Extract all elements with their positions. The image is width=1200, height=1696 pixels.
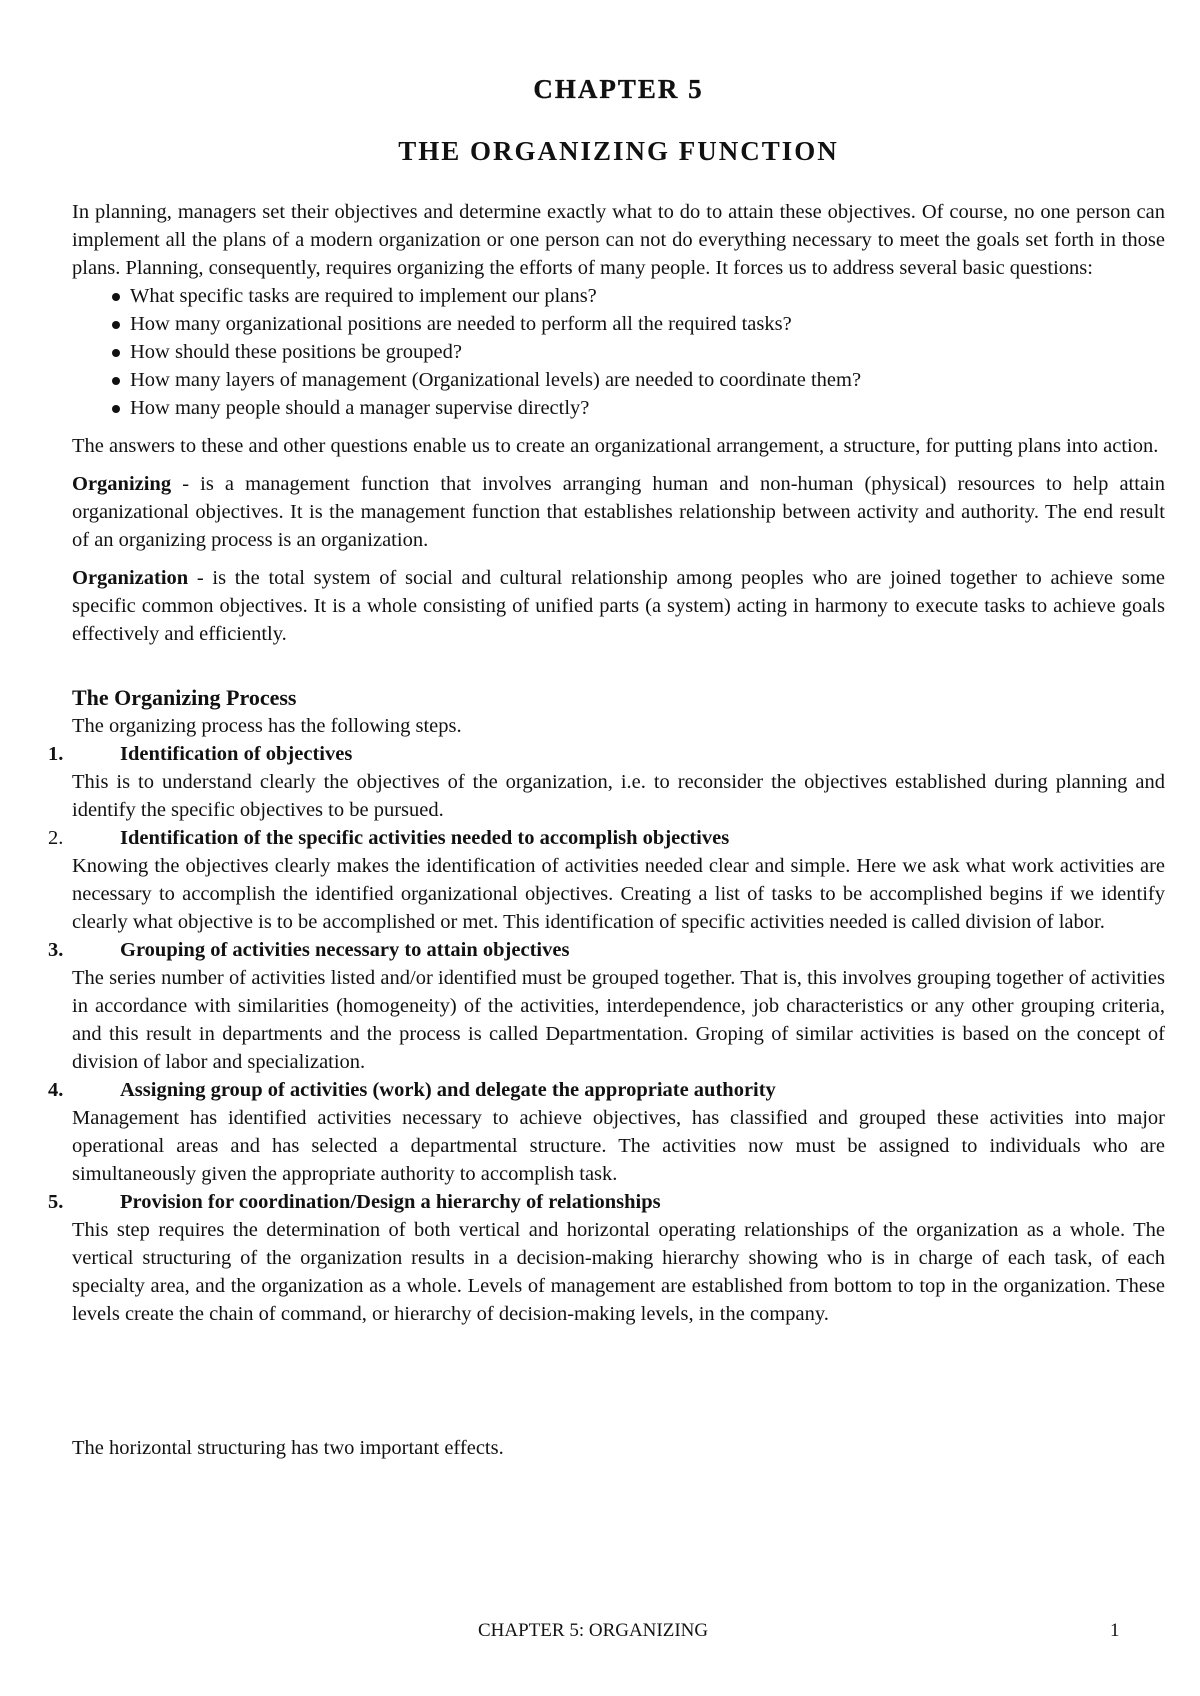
step-number: 2. xyxy=(48,827,64,849)
step-title: Provision for coordination/Design a hierarchy of relationships xyxy=(120,1191,661,1213)
question-item: How many people should a manager supervise directly? xyxy=(110,394,1165,422)
step-text: Management has identified activities necessary to achieve objectives, has classified and grouped these activities into major operational areas and has selected a departmental structure. The activities now must be assigned to individuals who are simultaneously given the appropriate authority to accomplish task. xyxy=(72,1107,1165,1185)
step-title: Identification of objectives xyxy=(120,743,353,765)
step-number: 5. xyxy=(48,1191,64,1213)
step-number: 4. xyxy=(48,1079,64,1101)
definition-term: Organizing xyxy=(72,473,172,495)
step-text: The series number of activities listed and/or identified must be grouped together. That is, this involves grouping together of activities in accordance with similarities (homogeneity) of the activities, interdependence, job characteristics or any other grouping criteria, and this result in departments and the process is called Departmentation. Groping of similar activities is based on the concept of division of labor and specialization. xyxy=(72,967,1165,1073)
definition-organizing xyxy=(72,470,1165,554)
footer-label: CHAPTER 5: ORGANIZING xyxy=(478,1620,709,1641)
chapter-number: CHAPTER 5 xyxy=(533,74,704,104)
definition-organization xyxy=(72,564,1165,648)
step-number: 3. xyxy=(48,939,64,961)
step-heading xyxy=(48,1188,1165,1216)
step-title: Grouping of activities necessary to attain objectives xyxy=(120,939,570,961)
question-list xyxy=(72,282,1165,422)
step-text: This is to understand clearly the objectives of the organization, i.e. to reconsider the objectives established during planning and identify the specific objectives to be pursued. xyxy=(72,771,1165,821)
definition-text: - is the total system of social and cultural relationship among peoples who are joined together to achieve some specific common objectives. It is a whole consisting of unified parts (a system) acting in harmony to execute tasks to achieve goals effectively and efficiently. xyxy=(72,567,1165,645)
closing-line: The horizontal structuring has two important effects. xyxy=(72,1437,504,1459)
document-body xyxy=(48,198,1165,1462)
step-heading xyxy=(48,824,1165,852)
question-item: What specific tasks are required to implement our plans? xyxy=(110,282,1165,310)
question-item: How many organizational positions are needed to perform all the required tasks? xyxy=(110,310,1165,338)
question-item: How should these positions be grouped? xyxy=(110,338,1165,366)
step-title: Identification of the specific activities needed to accomplish objectives xyxy=(120,827,730,849)
step-text: This step requires the determination of both vertical and horizontal operating relationships of the organization as a whole. The vertical structuring of the organization results in a decision-making hierarchy showing who is in charge of each task, of each specialty area, and the organization as a whole. Levels of management are established from bottom to top in the organization. These levels create the chain of command, or hierarchy of decision-making levels, in the company. xyxy=(72,1219,1165,1325)
step-title: Assigning group of activities (work) and delegate the appropriate authority xyxy=(120,1079,776,1101)
definition-text: - is a management function that involves arranging human and non-human (physical) resources to help attain organizational objectives. It is the management function that establishes relationship between activity and authority. The end result of an organizing process is an organization. xyxy=(72,473,1165,551)
definition-term: Organization xyxy=(72,567,189,589)
step-number: 1. xyxy=(48,743,64,765)
intro-paragraph: In planning, managers set their objectives and determine exactly what to do to attain these objectives. Of course, no one person can implement all the plans of a modern organization or one person can not do everything necessary to meet the goals set forth in those plans. Planning, consequently, requires organizing the efforts of many people. It forces us to address several basic questions: xyxy=(72,201,1165,279)
answers-paragraph: The answers to these and other questions enable us to create an organizational arrangement, a structure, for putting plans into action. xyxy=(72,435,1159,457)
step-text: Knowing the objectives clearly makes the identification of activities needed clear and simple. Here we ask what work activities are necessary to accomplish the identified organizational objectives. Creating a list of tasks to be accomplished begins if we identify clearly what objective is to be accomplished or met. This identification of specific activities needed is called division of labor. xyxy=(72,855,1165,933)
question-item: How many layers of management (Organizational levels) are needed to coordinate them? xyxy=(110,366,1165,394)
section-lead: The organizing process has the following steps. xyxy=(72,715,462,737)
step-heading xyxy=(48,740,1165,768)
step-heading xyxy=(48,1076,1165,1104)
section-heading: The Organizing Process xyxy=(72,685,297,710)
page-number: 1 xyxy=(1110,1620,1120,1641)
step-heading xyxy=(48,936,1165,964)
chapter-title: THE ORGANIZING FUNCTION xyxy=(398,136,839,166)
